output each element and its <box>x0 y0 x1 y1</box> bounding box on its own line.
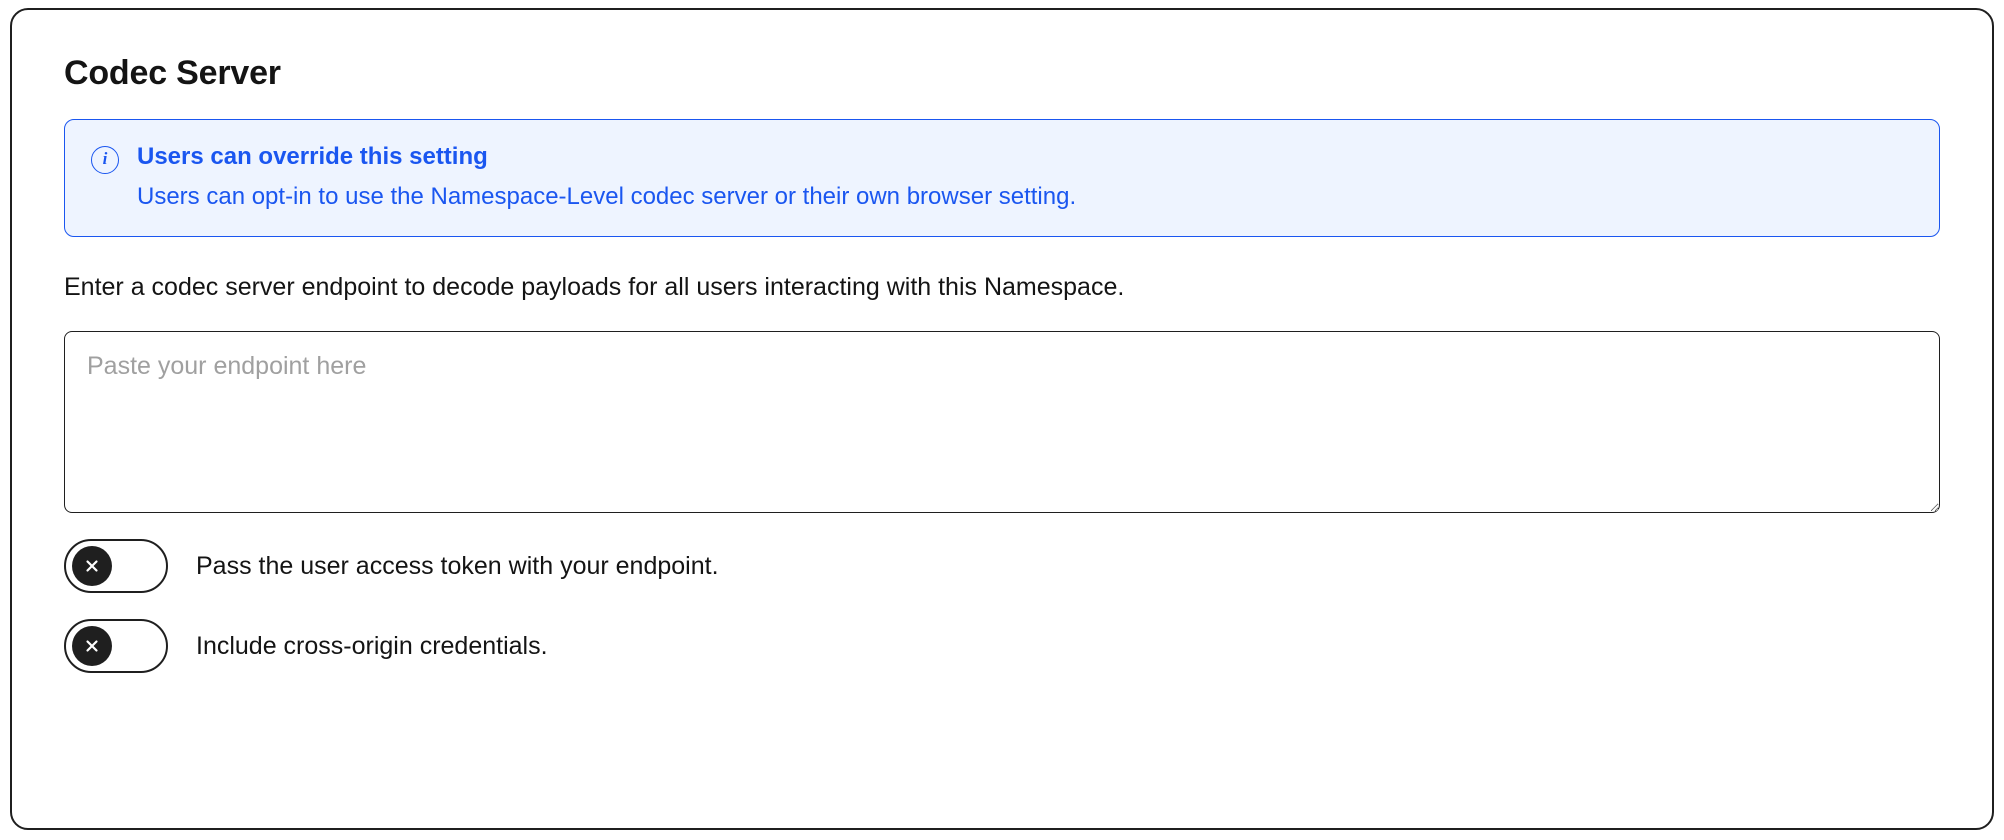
x-icon <box>72 546 112 586</box>
x-icon <box>72 626 112 666</box>
pass-access-token-label: Pass the user access token with your endpoint. <box>196 551 719 580</box>
endpoint-description: Enter a codec server endpoint to decode payloads for all users interacting with this Namespace. <box>64 273 1125 302</box>
include-cross-origin-credentials-label: Include cross-origin credentials. <box>196 631 548 660</box>
toggle-row-access-token <box>64 539 1940 593</box>
toggle-row-cross-origin <box>64 619 1940 673</box>
callout-body: Users can opt-in to use the Namespace-Level codec server or their own browser setting. <box>137 183 1077 210</box>
codec-server-card <box>10 8 1994 830</box>
override-notice-callout <box>64 119 1940 237</box>
info-circle-icon: i <box>91 146 119 174</box>
page-title: Codec Server <box>64 54 281 92</box>
pass-access-token-toggle[interactable] <box>64 539 168 593</box>
codec-endpoint-input[interactable] <box>64 331 1940 513</box>
callout-text <box>137 142 1076 212</box>
include-cross-origin-credentials-toggle[interactable] <box>64 619 168 673</box>
callout-title: Users can override this setting <box>137 143 488 170</box>
